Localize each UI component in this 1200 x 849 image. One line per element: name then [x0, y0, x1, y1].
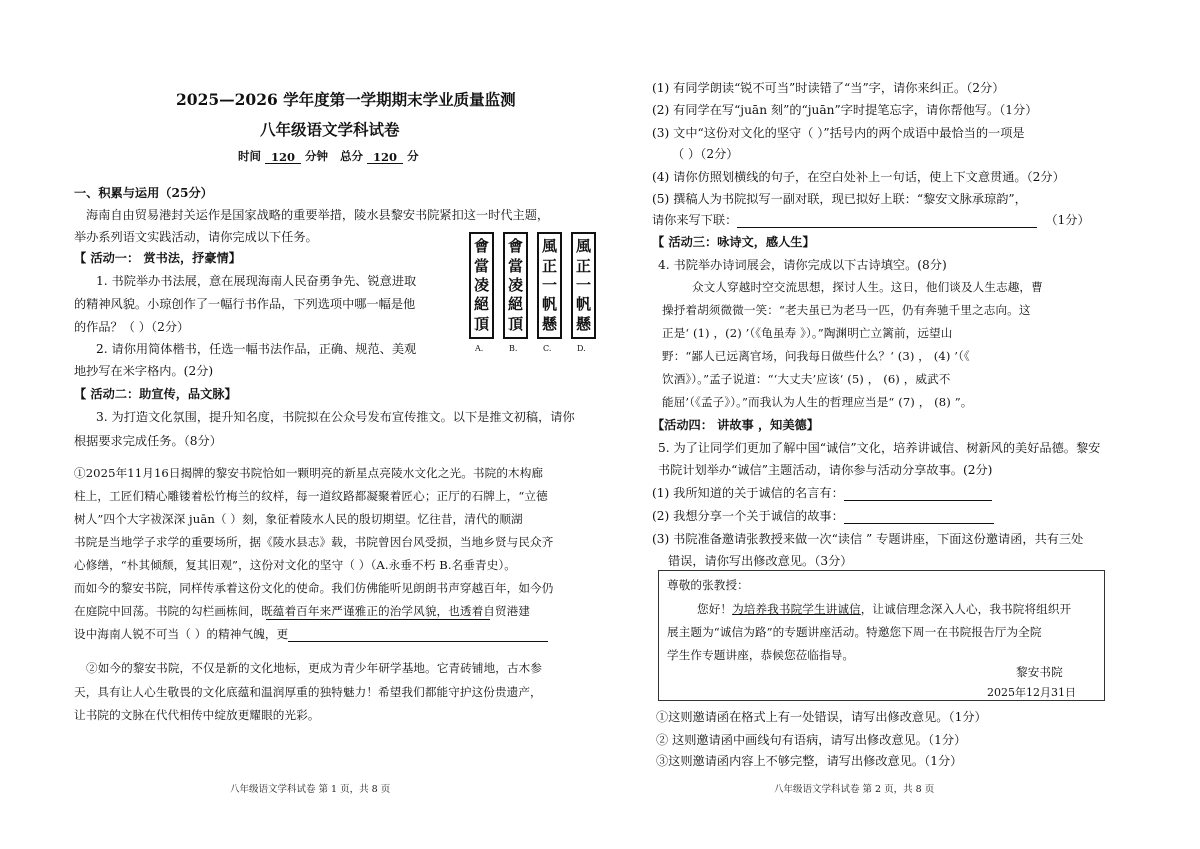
invite-signature: 黎安书院	[1016, 665, 1063, 679]
passage-1-line: 设中海南人锐不可当（ ）的精神气魄，更	[74, 627, 289, 641]
calligraphy-options	[467, 232, 599, 357]
invite-body-2: 展主题为“诚信为路”的专题讲座活动。特邀您下周一在书院报告厅为全院	[667, 625, 1042, 639]
underlined-sentence: 为培养我书院学生讲诚信	[732, 602, 861, 616]
time-label: 时间	[238, 149, 261, 163]
q5-2	[652, 507, 994, 524]
calli-char: 懸	[541, 314, 557, 333]
time-unit: 分钟	[305, 149, 329, 163]
question-3-3-cont: （ ）（2分）	[672, 147, 739, 161]
calli-char: 帆	[541, 295, 557, 314]
poem-line: 野：“鄙人已远离官场，问我每日做些什么？‘ (3) ， (4) ’（《	[662, 349, 970, 363]
intro-line-1: 海南自由贸易港封关运作是国家战略的重要举措，陵水县黎安书院紧扣这一时代主题，	[86, 208, 550, 222]
q1-line-3: 的作品？（ ）（2分）	[74, 320, 190, 334]
passage-1-line-underlined: 在庭院中回荡。书院的勾栏画栋间，既蕴着百年来严谨雅正的治学风貌，也透着自贸港建	[74, 604, 531, 618]
calli-char: 帆	[575, 295, 591, 314]
question-3-1: (1) 有同学朗读“锐不可当”时读错了“当”字，请你来纠正。（2分）	[652, 81, 1005, 95]
q4-line: 4. 书院举办诗词展会，请你完成以下古诗填空。(8分)	[658, 258, 947, 272]
q1-line-2: 的精神风貌。小琼创作了一幅行书作品，下列选项中哪一幅是他	[74, 297, 416, 311]
activity-4-heading: 【活动四： 讲故事 ，知美德】	[652, 418, 819, 432]
passage-1-line: 柱上，工匠们精心雕镂着松竹梅兰的纹样，每一道纹路都凝聚着匠心；正厅的石牌上，“立德	[74, 489, 548, 503]
calli-char: 一	[575, 275, 591, 294]
prompt: 请你来写下联：	[652, 213, 738, 227]
score-value: 120	[367, 150, 403, 164]
passage-2-line: 天，具有让人心生敬畏的文化底蕴和温润厚重的独特魅力！希望我们都能守护这份贵遗产，	[74, 685, 542, 699]
q5-1	[652, 484, 992, 501]
quote-answer-line[interactable]	[844, 487, 992, 501]
calli-char: 當	[473, 256, 489, 275]
underline-mark	[266, 619, 490, 620]
q5-3-cont: 错误，请你写出修改意见。（3分）	[668, 554, 853, 568]
couplet-answer-line[interactable]	[737, 214, 1037, 228]
calli-char: 一	[541, 275, 557, 294]
calli-char: 絕	[507, 295, 523, 314]
calligraphy-b[interactable]	[503, 232, 528, 339]
calli-char: 懸	[575, 314, 591, 333]
poem-line: 能屈’（《孟子》）。”而我认为人生的哲理应当是“ (7) ， (8) ”。	[662, 395, 973, 409]
invite-greeting: 尊敬的张教授：	[667, 578, 749, 592]
calli-char: 頂	[507, 314, 523, 333]
calli-char: 會	[507, 237, 523, 256]
story-answer-line[interactable]	[844, 510, 994, 524]
calligraphy-c[interactable]	[537, 232, 562, 339]
right-page	[648, 0, 1138, 849]
poem-line: 众文人穿越时空交流思想，探讨人生。这日，他们谈及人生志趣，曹	[692, 280, 1043, 294]
text: ，让诚信理念深入人心，我书院将组织开	[860, 602, 1072, 616]
question-3-2: (2) 有同学在写“juān 刻”的“juān”字时提笔忘字，请你帮他写。（1分）	[652, 103, 1038, 117]
exam-meta	[238, 148, 419, 164]
q3-line-1: 3. 为打造文化氛围，提升知名度，书院拟在公众号发布宣传推文。以下是推文初稿，请你	[96, 410, 575, 424]
calligraphy-a[interactable]	[469, 232, 494, 339]
q2-line-1: 2. 请你用简体楷书，任选一幅书法作品，正确、规范、美观	[96, 342, 417, 356]
question-3-4: (4) 请你仿照划横线的句子，在空白处补上一句话，使上下文意贯通。（2分）	[652, 170, 1065, 184]
poem-line: 正是‘ (1) ，(2) ’（《龟虽寿 》）。”陶渊明亡立篱前，远望山	[662, 326, 953, 340]
exam-title: 2025—2026 学年度第一学期期末学业质量监测	[176, 90, 516, 109]
page-footer: 八年级语文学科试卷 第 1 页，共 8 页	[230, 784, 391, 795]
poem-line: 操抒着胡须微微一笑：“老夫虽已为老马一匹，仍有奔驰千里之志向。这	[662, 303, 1031, 317]
section-heading: 一、积累与运用（25分）	[74, 186, 213, 200]
invite-body-1	[697, 601, 1071, 617]
calli-char: 會	[473, 237, 489, 256]
calligraphy-d[interactable]	[571, 232, 596, 339]
q5-line-1: 5. 为了让同学们更加了解中国“诚信”文化，培养讲诚信、树新风的美好品德。黎安	[658, 441, 1101, 455]
q5-3: (3) 书院准备邀请张教授来做一次“读信 ” 专题讲座，下面这份邀请函，共有三处	[652, 532, 1084, 546]
time-value: 120	[265, 150, 301, 164]
q2-line-2: 地抄写在米字格内。(2分)	[74, 364, 214, 378]
passage-2-line: 让书院的文脉在代代相传中绽放更耀眼的光彩。	[74, 708, 320, 722]
activity-1-heading: 【 活动一： 赏书法，抒豪情】	[74, 251, 241, 265]
calli-char: 正	[575, 256, 591, 275]
question-3-5-cont	[652, 211, 1090, 228]
calli-char: 風	[575, 237, 591, 256]
page-footer: 八年级语文学科试卷 第 2 页，共 8 页	[774, 784, 935, 795]
activity-3-heading: 【 活动三：咏诗文，感人生】	[652, 235, 815, 249]
option-label-b: B.	[509, 344, 518, 353]
q1-line-1: 1. 书院举办书法展，意在展现海南人民奋勇争先、锐意进取	[96, 274, 417, 288]
calli-char: 凌	[473, 275, 489, 294]
prompt: (1) 我所知道的关于诚信的名言有：	[652, 486, 844, 500]
passage-1-line: ①2025年11月16日揭牌的黎安书院恰如一颗明亮的新星点亮陵水文化之光。书院的木构廊	[74, 466, 544, 480]
exam-subtitle: 八年级语文学科试卷	[260, 120, 400, 139]
prompt: (2) 我想分享一个关于诚信的故事：	[652, 509, 844, 523]
score-label: 总分	[340, 149, 364, 163]
question-3-5: (5) 撰稿人为书院拟写一副对联，现已拟好上联：“黎安文脉承琼韵”，	[652, 192, 1027, 206]
calli-char: 頂	[473, 314, 489, 333]
invite-body-3: 学生作专题讲座，恭候您莅临指导。	[667, 648, 855, 662]
intro-line-2: 举办系列语文实践活动，请你完成以下任务。	[74, 230, 318, 244]
option-label-d: D.	[577, 344, 586, 353]
correction-1: ①这则邀请函在格式上有一处错误，请写出修改意见。（1分）	[656, 710, 987, 724]
passage-1-line: 而如今的黎安书院，同样传承着这份文化的使命。我们仿佛能听见朗朗书声穿越百年，如今仍	[74, 581, 554, 595]
poem-line: 饮酒》）。”孟子说道：“‘大丈夫’应该‘ (5) ， (6) ，威武不	[662, 372, 951, 386]
passage-2-line: ②如今的黎安书院，不仅是新的文化地标，更成为青少年研学基地。它青砖铺地，古木参	[86, 661, 543, 675]
passage-1-last-line	[74, 626, 548, 642]
invite-date: 2025年12月31日	[987, 686, 1076, 699]
calli-char: 風	[541, 237, 557, 256]
passage-1-line: 心修缮，“朴其倾颓，复其旧观”，这份对文化的坚守（ ）（A.永垂不朽 B.名垂青史）。	[74, 558, 516, 572]
correction-2: ② 这则邀请函中画线句有语病，请写出修改意见。（1分）	[656, 733, 967, 747]
calli-char: 正	[541, 256, 557, 275]
correction-3: ③这则邀请函内容上不够完整，请写出修改意见。（1分）	[656, 754, 963, 768]
text: 您好！	[697, 602, 733, 616]
points: （1分）	[1045, 213, 1090, 227]
q5-line-2: 书院计划举办“诚信”主题活动，请你参与活动分享故事。(2分)	[658, 463, 993, 477]
option-label-c: C.	[543, 344, 552, 353]
blank-answer-line[interactable]	[288, 628, 548, 642]
calli-char: 絕	[473, 295, 489, 314]
invitation-letter	[658, 570, 1105, 701]
left-page	[60, 0, 600, 849]
passage-1-line: 树人”四个大字祓深深 juān（ ）刻，象征着陵水人民的殷切期望。忆往昔，清代的顺湖	[74, 512, 523, 526]
option-label-a: A.	[475, 344, 484, 353]
calli-char: 凌	[507, 275, 523, 294]
calli-char: 當	[507, 256, 523, 275]
activity-2-heading: 【 活动二：助宣传，品文脉】	[74, 387, 237, 401]
passage-1-line: 书院是当地学子求学的重要场所，据《陵水县志》载，书院曾因台风受损，当地乡贤与民众齐	[74, 535, 554, 549]
score-unit: 分	[407, 149, 419, 163]
question-3-3: (3) 文中“这份对文化的坚守（ ）”括号内的两个成语中最恰当的一项是	[652, 126, 1025, 140]
q3-line-2: 根据要求完成任务。（8分）	[74, 434, 222, 448]
